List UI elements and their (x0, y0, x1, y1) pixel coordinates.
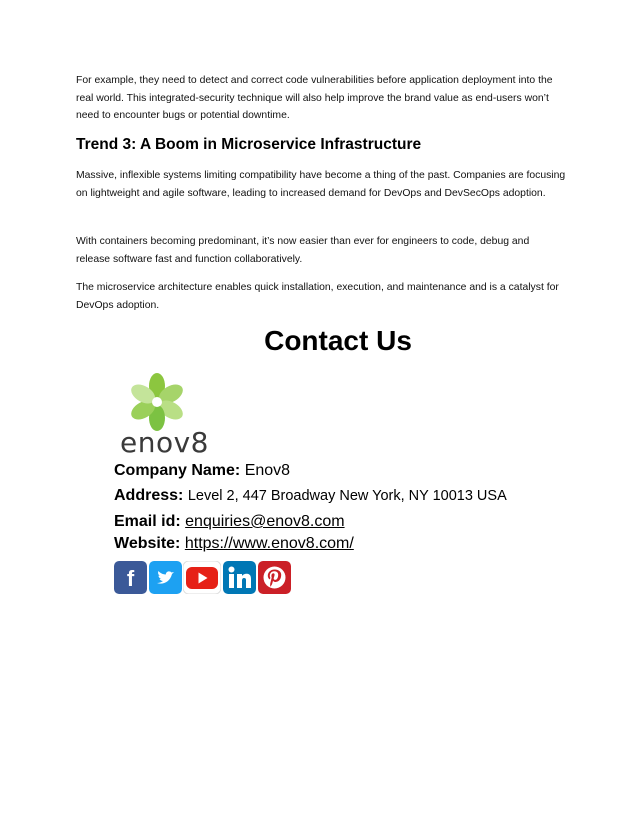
address-row (114, 487, 507, 505)
paragraph-security: For example, they need to detect and correct code vulnerabilities before application deployment into the real world. This integrated-security technique will also help improve the brand value as end-users won’t need to encounter bugs or potential downtime. (76, 75, 553, 121)
svg-text:f: f (126, 566, 135, 591)
website-row (114, 535, 354, 553)
company-row (114, 462, 290, 480)
pinterest-icon[interactable] (258, 561, 291, 594)
contact-title: Contact Us (264, 325, 412, 356)
email-row (114, 513, 345, 531)
paragraph-architecture: The microservice architecture enables quick installation, execution, and maintenance and is a catalyst for DevOps adoption. (76, 282, 559, 311)
website-link[interactable]: https://www.enov8.com/ (184, 535, 354, 552)
website-label: Website: (114, 535, 181, 552)
youtube-icon[interactable] (183, 561, 221, 594)
enov8-logo-text: enov8 (120, 426, 209, 459)
paragraph-microservices: Massive, inflexible systems limiting compatibility have become a thing of the past. Companies are focusing on lightweight and agile software, leading to increased demand for DevOps and DevSecOps adoption. (76, 170, 566, 199)
email-label: Email id: (114, 513, 181, 530)
address-value: Level 2, 447 Broadway New York, NY 10013 USA (187, 488, 507, 504)
facebook-icon[interactable] (114, 561, 147, 594)
company-label: Company Name: (114, 462, 241, 479)
address-label: Address: (114, 487, 184, 504)
company-value: Enov8 (244, 462, 291, 479)
paragraph-containers: With containers becoming predominant, it’s now easier than ever for engineers to code, debug and release software fast and function collaboratively. (76, 236, 530, 265)
linkedin-icon[interactable] (223, 561, 256, 594)
section-heading: Trend 3: A Boom in Microservice Infrastructure (76, 136, 422, 153)
twitter-icon[interactable] (149, 561, 182, 594)
email-link[interactable]: enquiries@enov8.com (185, 513, 345, 530)
